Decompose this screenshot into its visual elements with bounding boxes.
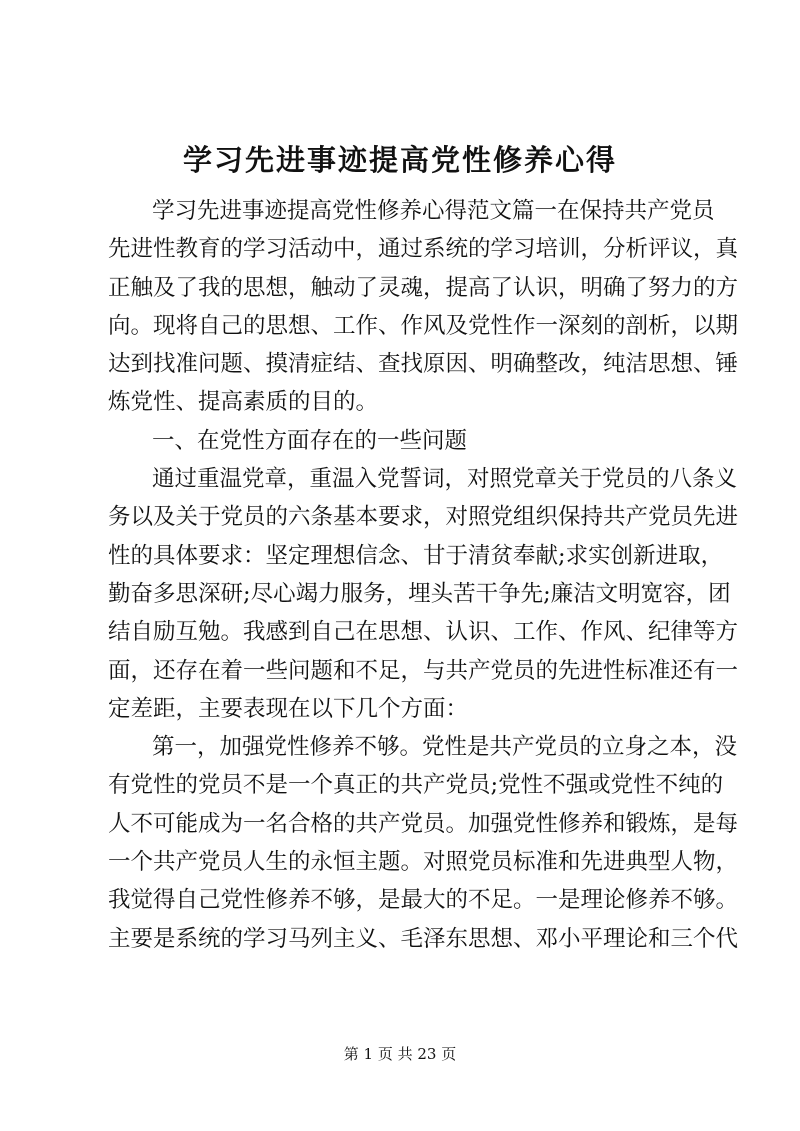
body-line: 勤奋多思深研;尽心竭力服务，埋头苦干争先;廉洁文明宽容，团 <box>108 580 731 607</box>
body-line: 达到找准问题、摸清症结、查找原因、明确整改，纯洁思想、锤 <box>108 351 739 378</box>
body-line: 务以及关于党员的六条基本要求，对照党组织保持共产党员先进 <box>108 504 739 531</box>
body-line: 学习先进事迹提高党性修养心得范文篇一在保持共产党员 <box>152 198 715 224</box>
body-line: 一、在党性方面存在的一些问题 <box>152 427 468 454</box>
body-line: 正触及了我的思想，触动了灵魂，提高了认识，明确了努力的方 <box>108 274 739 301</box>
body-line: 有党性的党员不是一个真正的共产党员;党性不强或党性不纯的 <box>108 772 724 799</box>
body-line: 结自励互勉。我感到自己在思想、认识、工作、作风、纪律等方 <box>108 619 739 646</box>
body-line: 通过重温党章，重温入党誓词，对照党章关于党员的八条义 <box>152 466 738 493</box>
body-line: 人不可能成为一名合格的共产党员。加强党性修养和锻炼，是每 <box>108 810 739 837</box>
body-line: 向。现将自己的思想、工作、作风及党性作一深刻的剖析，以期 <box>108 312 739 339</box>
document-title: 学习先进事迹提高党性修养心得 <box>182 143 617 177</box>
body-line: 定差距，主要表现在以下几个方面： <box>108 695 469 722</box>
body-line: 一个共产党员人生的永恒主题。对照党员标准和先进典型人物， <box>108 849 739 876</box>
body-line: 炼党性、提高素质的目的。 <box>108 389 379 416</box>
body-line: 主要是系统的学习马列主义、毛泽东思想、邓小平理论和三个代 <box>108 925 739 952</box>
document-body <box>108 192 739 958</box>
body-line: 面，还存在着一些问题和不足，与共产党员的先进性标准还有一 <box>108 657 739 684</box>
body-line: 性的具体要求：坚定理想信念、甘于清贫奉献;求实创新进取， <box>108 542 724 569</box>
body-line: 我觉得自己党性修养不够，是最大的不足。一是理论修养不够。 <box>108 887 739 914</box>
body-line: 第一，加强党性修养不够。党性是共产党员的立身之本，没 <box>152 734 738 761</box>
page-footer: 第 1 页 共 23 页 <box>343 1045 457 1063</box>
body-line: 先进性教育的学习活动中，通过系统的学习培训，分析评议，真 <box>108 236 739 263</box>
